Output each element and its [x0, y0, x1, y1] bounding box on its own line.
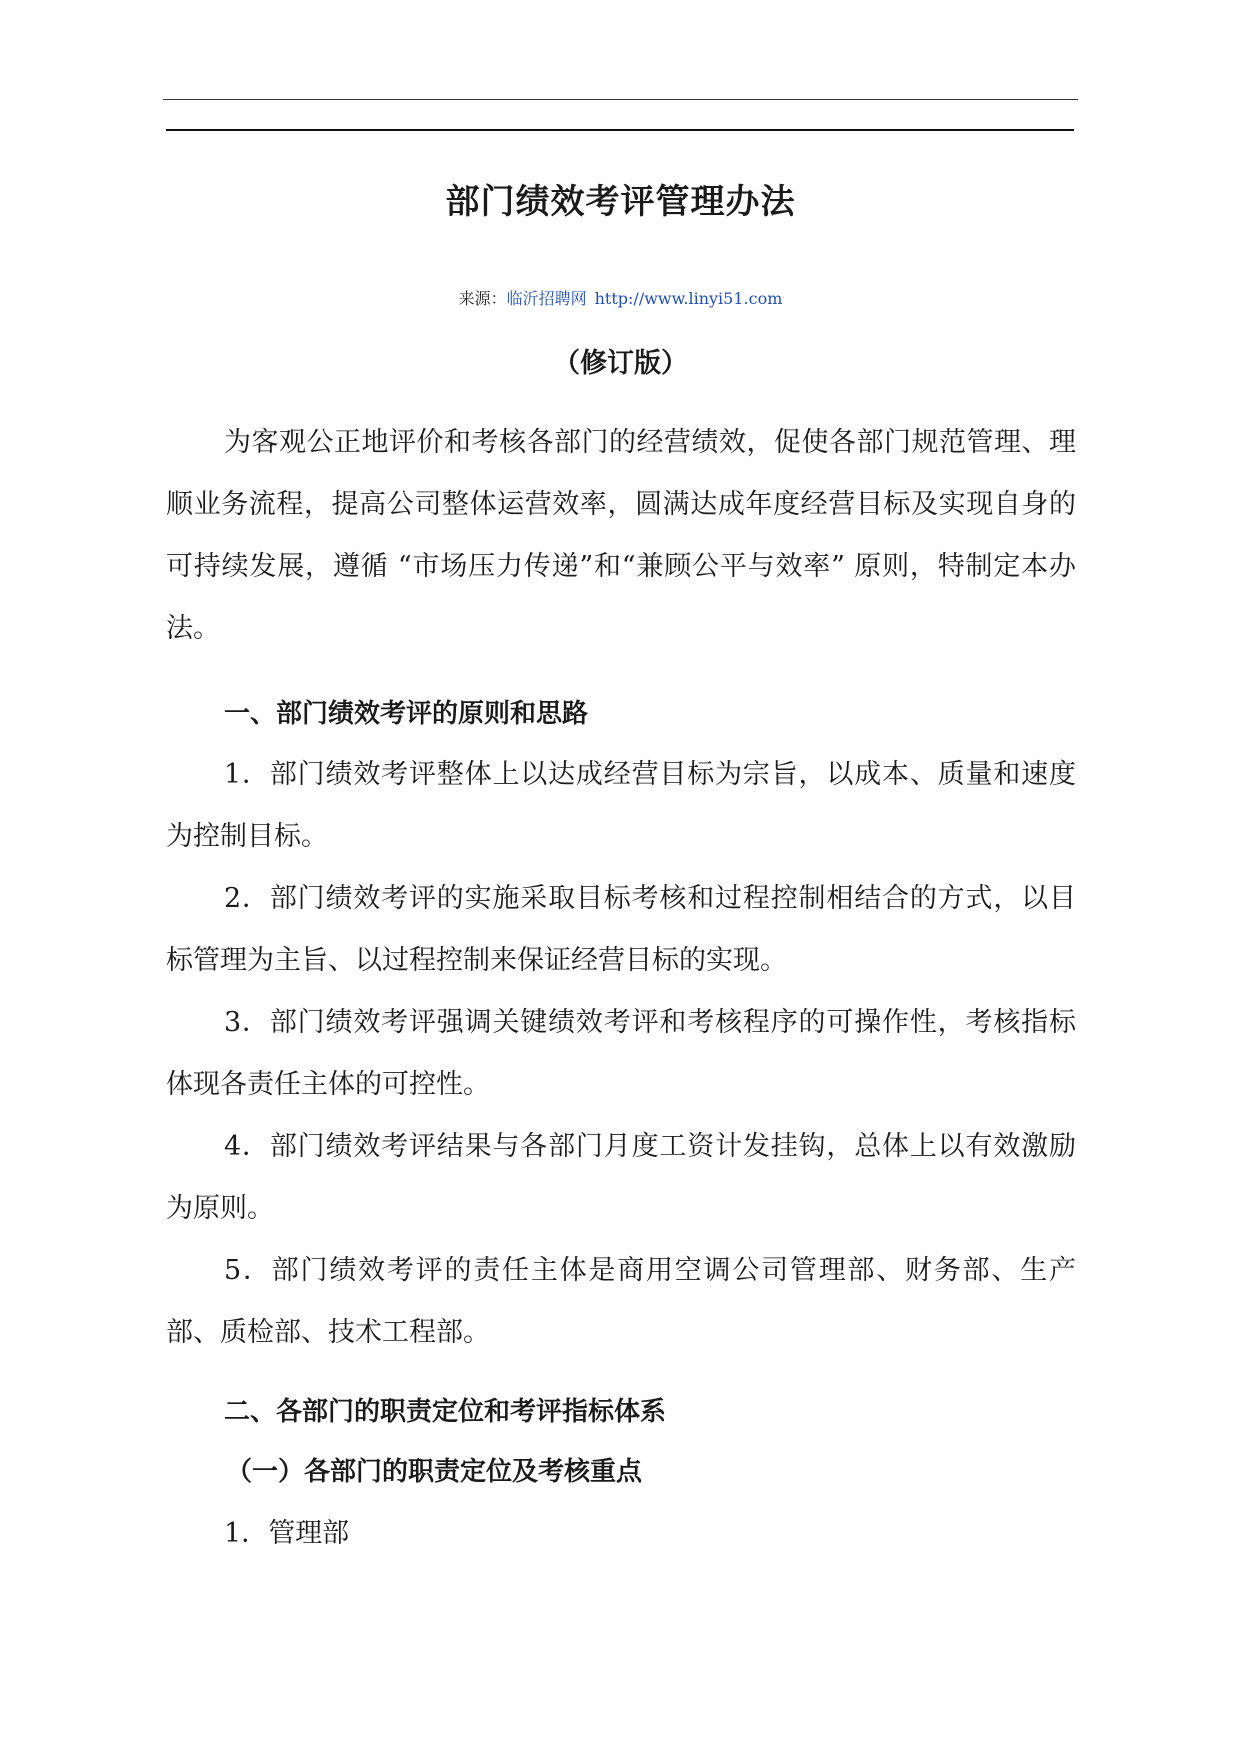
- intro-paragraph: 为客观公正地评价和考核各部门的经营绩效，促使各部门规范管理、理顺业务流程，提高公司整体运营效率，圆满达成年度经营目标及实现自身的可持续发展，遵循 “市场压力传递”和“兼顾公平与效率” 原则，特制定本办法。: [166, 427, 1076, 644]
- header-rule-thin: [163, 99, 1078, 100]
- section1-item-1: 1．部门绩效考评整体上以达成经营目标为宗旨，以成本、质量和速度为控制目标。: [166, 759, 1076, 852]
- section2-item-number: 1．: [224, 1518, 269, 1549]
- section1-heading: 一、部门绩效考评的原则和思路: [224, 699, 589, 729]
- section2-item-title: 管理部: [268, 1518, 350, 1549]
- source-site-link[interactable]: 临沂招聘网: [506, 289, 587, 308]
- section2-subheading: （一）各部门的职责定位及考核重点: [226, 1457, 643, 1487]
- section1-item-3: 3．部门绩效考评强调关键绩效考评和考核程序的可操作性，考核指标体现各责任主体的可控性。: [166, 1007, 1076, 1100]
- section1-item-5: 5．部门绩效考评的责任主体是商用空调公司管理部、财务部、生产部、质检部、技术工程部。: [166, 1255, 1076, 1348]
- source-line: [0, 287, 1241, 311]
- section1-item-4: 4．部门绩效考评结果与各部门月度工资计发挂钩，总体上以有效激励为原则。: [166, 1131, 1076, 1224]
- source-url-link[interactable]: http://www.linyi51.com: [594, 289, 783, 308]
- section1-item-2: 2．部门绩效考评的实施采取目标考核和过程控制相结合的方式，以目标管理为主旨、以过程控制来保证经营目标的实现。: [166, 883, 1076, 976]
- header-rule-thick: [166, 129, 1074, 131]
- revision-label: （修订版）: [553, 348, 688, 379]
- source-label: 来源：: [458, 289, 507, 308]
- document-title: 部门绩效考评管理办法: [445, 182, 796, 222]
- section2-heading: 二、各部门的职责定位和考评指标体系: [224, 1397, 667, 1427]
- section2-item-1: [224, 1514, 349, 1554]
